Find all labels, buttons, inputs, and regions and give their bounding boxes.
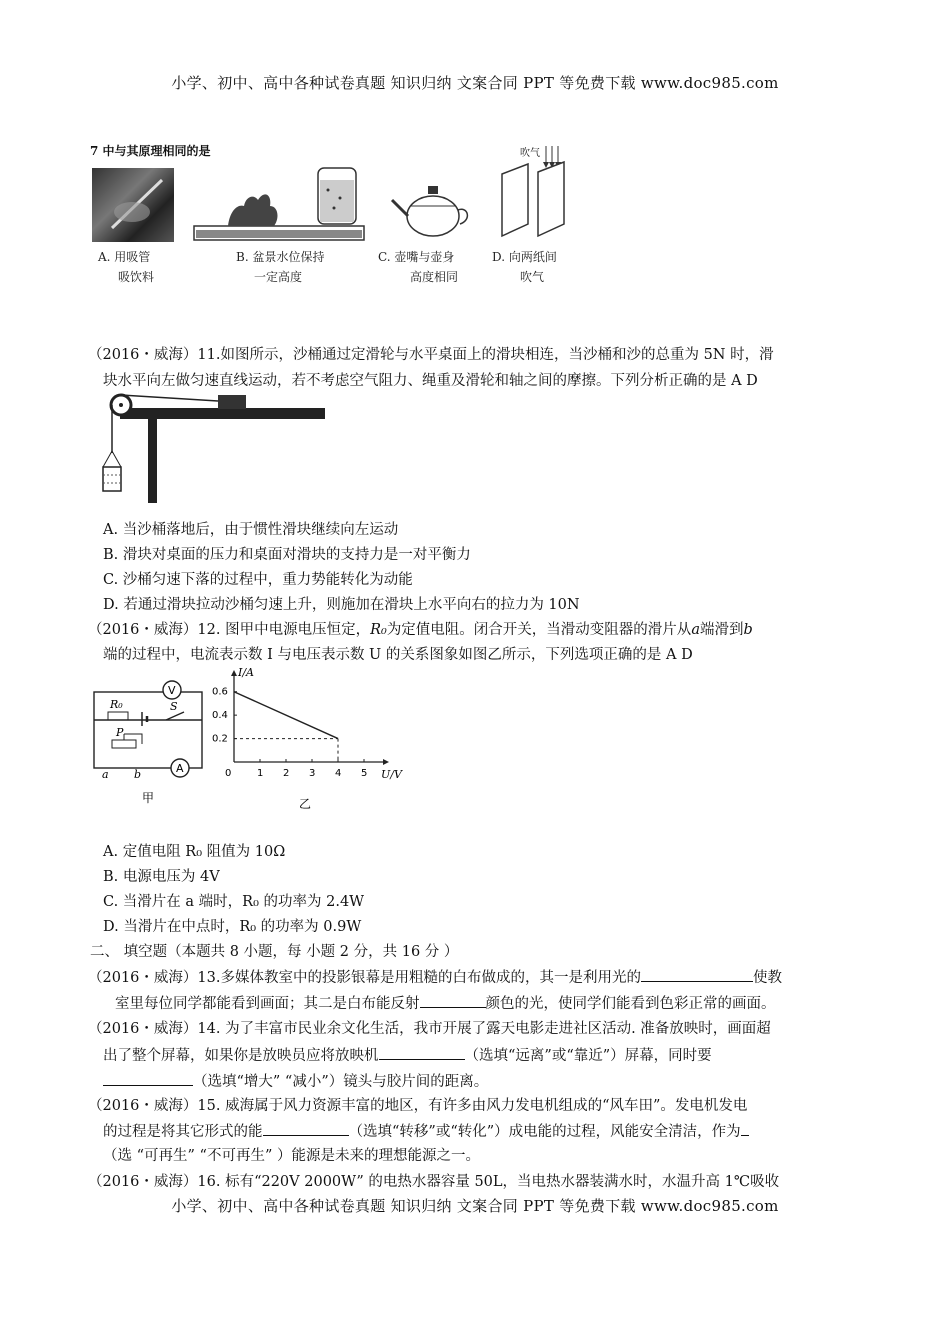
q13-text-b: 使教 bbox=[752, 970, 782, 986]
page-header: 小学、初中、高中各种试卷真题 知识归纳 文案合同 PPT 等免费下载 www.doc985.com bbox=[171, 74, 779, 92]
q12-a: a bbox=[691, 622, 700, 638]
x-tick-label: 3 bbox=[309, 768, 316, 779]
q12-text-c: 端滑到 bbox=[699, 622, 744, 638]
q14-text-b: （选填“远离”或“靠近”）屏幕，同时要 bbox=[464, 1048, 712, 1064]
x-tick-label: 1 bbox=[257, 768, 264, 779]
q14-line2 bbox=[103, 1045, 712, 1066]
x-axis-label: U/V bbox=[381, 768, 402, 781]
pulley-figure bbox=[100, 393, 330, 505]
y-axis-label: I/A bbox=[238, 668, 254, 679]
caption-a-line1: A. 用吸管 bbox=[98, 250, 151, 264]
q14-blank-1[interactable] bbox=[379, 1045, 465, 1060]
q14-blank-2[interactable] bbox=[103, 1071, 193, 1086]
q11-line2: 块水平向左做匀速直线运动，若不考虑空气阻力、绳重及滑轮和轴之间的摩擦。下列分析正确的是 A D bbox=[103, 373, 758, 389]
iu-graph bbox=[208, 668, 408, 818]
caption-c-line2: 高度相同 bbox=[410, 270, 459, 284]
caption-d-line1: D. 向两纸间 bbox=[492, 250, 557, 264]
terminal-a-label: a bbox=[102, 768, 109, 781]
x-tick-label: 2 bbox=[283, 768, 290, 779]
two-papers-drawing bbox=[488, 144, 588, 244]
q11-option-a: A. 当沙桶落地后，由于惯性滑块继续向左运动 bbox=[103, 522, 399, 538]
q13-text-a: （2016・威海）13.多媒体教室中的投影银幕是用粗糙的白布做成的，其一是利用光的 bbox=[88, 970, 641, 986]
q14-text-c: （选填“增大” “减小”）镜头与胶片间的距离。 bbox=[193, 1074, 489, 1090]
ammeter-label: A bbox=[176, 762, 184, 775]
caption-c-line1: C. 壶嘴与壶身 bbox=[378, 250, 455, 264]
y-tick-label: 0.4 bbox=[212, 710, 228, 722]
q12-option-d: D. 当滑片在中点时，R₀ 的功率为 0.9W bbox=[103, 919, 362, 935]
circuit-diagram bbox=[88, 672, 208, 812]
terminal-b-label: b bbox=[134, 768, 142, 781]
bonsai-tray-drawing bbox=[188, 160, 368, 245]
circuit-caption: 甲 bbox=[142, 791, 155, 805]
x-tick-label: 0 bbox=[225, 768, 232, 779]
q12-text-b: 为定值电阻。闭合开关，当滑动变阻器的滑片从 bbox=[386, 622, 692, 638]
q11-option-b: B. 滑块对桌面的压力和桌面对滑块的支持力是一对平衡力 bbox=[103, 547, 471, 563]
q11-option-c: C. 沙桶匀速下落的过程中，重力势能转化为动能 bbox=[103, 572, 413, 588]
caption-d-line2: 吹气 bbox=[520, 270, 545, 284]
q13-line1 bbox=[88, 967, 782, 988]
teapot-drawing bbox=[388, 176, 478, 246]
series-line bbox=[234, 692, 338, 739]
q14-line3 bbox=[103, 1071, 488, 1092]
x-axis-arrow bbox=[383, 759, 389, 765]
q13-blank-1[interactable] bbox=[641, 967, 753, 982]
q13-text-c: 室里每位同学都能看到画面；其二是白布能反射 bbox=[115, 996, 420, 1012]
fig7-title: 7 中与其原理相同的是 bbox=[90, 144, 211, 158]
q15-line3: （选 “可再生” “不可再生” ）能源是未来的理想能源之一。 bbox=[103, 1148, 480, 1164]
slider-label: P bbox=[116, 726, 124, 739]
caption-b-line1: B. 盆景水位保持 bbox=[236, 250, 325, 264]
q12-option-c: C. 当滑片在 a 端时，R₀ 的功率为 2.4W bbox=[103, 894, 365, 910]
voltmeter-label: V bbox=[168, 684, 176, 697]
y-axis-arrow bbox=[231, 670, 237, 676]
q15-text-a: 的过程是将其它形式的能 bbox=[103, 1124, 263, 1140]
q12-line1 bbox=[88, 620, 753, 640]
graph-caption: 乙 bbox=[299, 797, 312, 811]
q12-line2: 端的过程中，电流表示数 I 与电压表示数 U 的关系图象如图乙所示，下列选项正确的是 A D bbox=[103, 647, 693, 663]
q12-option-a: A. 定值电阻 R₀ 阻值为 10Ω bbox=[103, 844, 286, 860]
q13-blank-2[interactable] bbox=[420, 993, 486, 1008]
straw-photo bbox=[92, 168, 174, 242]
q12-option-b: B. 电源电压为 4V bbox=[103, 869, 220, 885]
q14-line1: （2016・威海）14. 为了丰富市民业余文化生活，我市开展了露天电影走进社区活动. 准备放映时，画面超 bbox=[88, 1021, 771, 1037]
question-7-figure bbox=[88, 140, 593, 288]
q15-text-b: （选填“转移”或“转化”）成电能的过程，风能安全清洁，作为 bbox=[348, 1124, 741, 1140]
q12-b: b bbox=[743, 622, 753, 638]
q15-blank-2[interactable] bbox=[741, 1121, 749, 1136]
y-tick-label: 0.2 bbox=[212, 733, 228, 745]
caption-b-line2: 一定高度 bbox=[254, 270, 303, 284]
q16-line1: （2016・威海）16. 标有“220V 2000W” 的电热水器容量 50L，当电热水器装满水时，水温升高 1℃吸收 bbox=[88, 1174, 780, 1190]
switch-label: S bbox=[170, 700, 178, 713]
q11-option-d: D. 若通过滑块拉动沙桶匀速上升，则施加在滑块上水平向右的拉力为 10N bbox=[103, 597, 580, 613]
circuit-r0-label: R₀ bbox=[110, 698, 123, 711]
q14-text-a: 出了整个屏幕，如果你是放映员应将放映机 bbox=[103, 1048, 379, 1064]
x-tick-label: 4 bbox=[335, 768, 342, 779]
q15-blank-1[interactable] bbox=[263, 1121, 349, 1136]
q15-line2 bbox=[103, 1121, 749, 1142]
page-footer: 小学、初中、高中各种试卷真题 知识归纳 文案合同 PPT 等免费下载 www.doc985.com bbox=[171, 1197, 779, 1215]
q15-line1: （2016・威海）15. 威海属于风力资源丰富的地区，有许多由风力发电机组成的“风车田”。发电机发电 bbox=[88, 1098, 748, 1114]
blow-label: 吹气 bbox=[520, 148, 540, 159]
y-tick-label: 0.6 bbox=[212, 686, 228, 698]
q13-line2 bbox=[115, 993, 776, 1014]
caption-a-line2: 吸饮料 bbox=[118, 270, 155, 284]
q12-r0: R₀ bbox=[370, 622, 387, 638]
q13-text-d: 颜色的光，使同学们能看到色彩正常的画面。 bbox=[485, 996, 776, 1012]
q11-line1: （2016・威海）11.如图所示，沙桶通过定滑轮与水平桌面上的滑块相连，当沙桶和沙的总重为 5N 时，滑 bbox=[88, 347, 774, 363]
x-tick-label: 5 bbox=[361, 768, 368, 779]
section-2-title: 二、 填空题（本题共 8 小题，每 小题 2 分，共 16 分 ） bbox=[90, 944, 459, 960]
q12-text-a: （2016・威海）12. 图甲中电源电压恒定， bbox=[88, 622, 371, 638]
